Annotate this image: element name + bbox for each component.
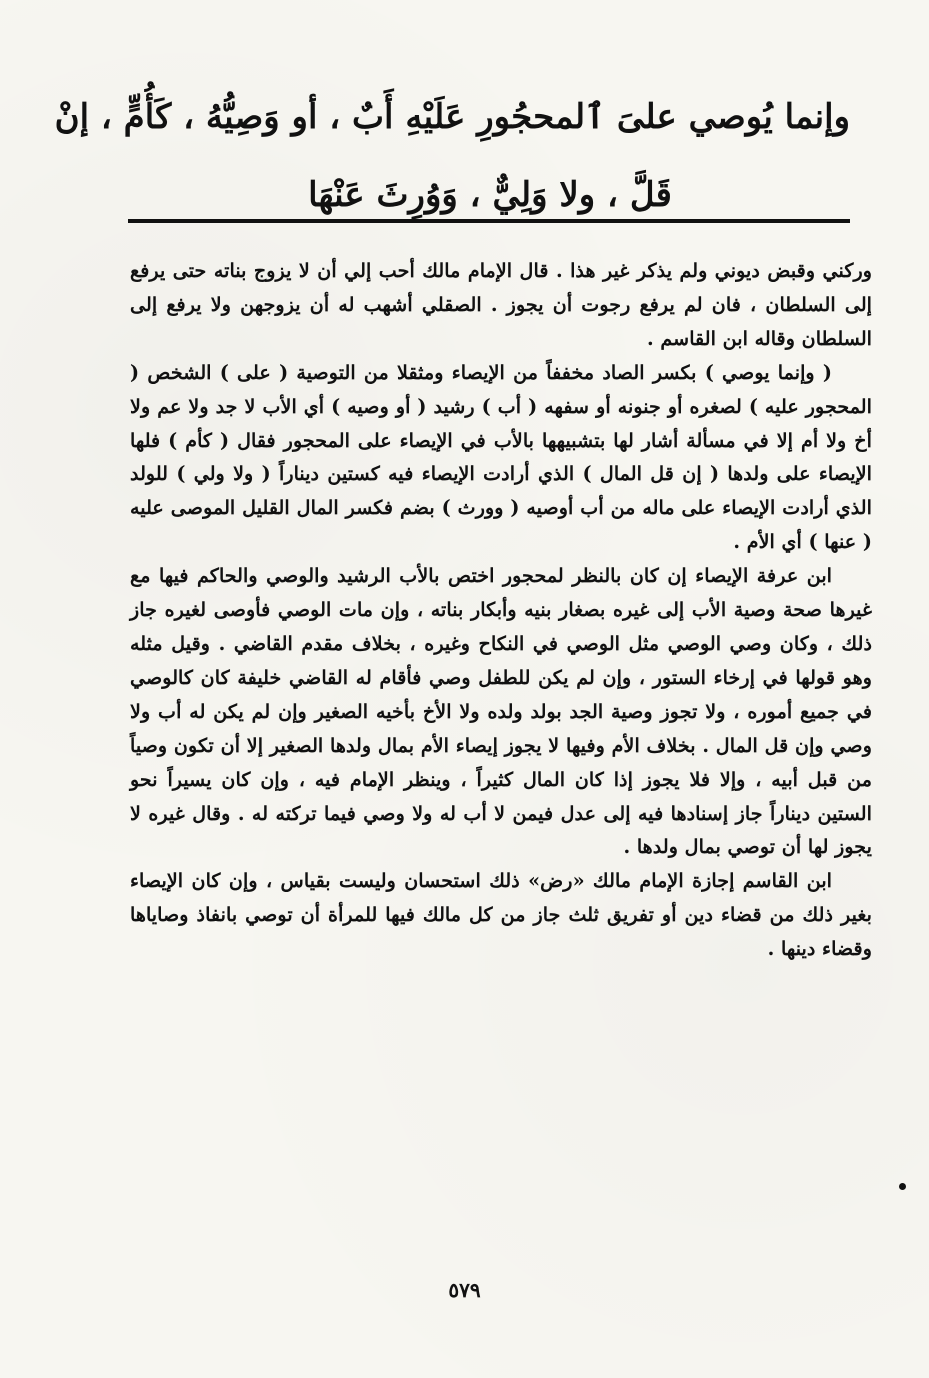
separator-rule	[128, 219, 850, 223]
commentary-paragraph: ابن القاسم إجازة الإمام مالك «رض» ذلك استحسان وليست بقياس ، وإن كان الإيصاء بغير ذلك من قضاء دين أو تفريق ثلث جاز من كل مالك فيها للمرأة أن توصي بانفاذ وصاياها وقضاء دينها .	[130, 869, 872, 961]
matn-line-2: قَلَّ ، ولا وَلِيٌّ ، وَوُرِثَ عَنْهَا	[308, 175, 672, 215]
matn-text	[54, 78, 850, 234]
page-number: ٥٧٩	[448, 1278, 481, 1302]
commentary-paragraph: ( وإنما يوصي ) بكسر الصاد مخففاً من الإيصاء ومثقلا من التوصية ( على ) الشخص ( المحجور عليه ) لصغره أو جنونه أو سفهه ( أب ) رشيد ( أو وصيه ) أي الأب لا جد ولا عم ولا أخ ولا أم إلا في مسألة أشار لها بتشبيهها بالأب في الإيصاء على المحجور فقال ( كأم ) فلها الإيصاء على ولدها ( إن قل المال ) الذي أرادت الإيصاء فيه كستين ديناراً ( ولا ولي ) للولد الذي أرادت الإيصاء على ماله من أب أوصيه ( وورث ) بضم فكسر المال القليل الموصى عليه ( عنها ) أي الأم .	[130, 360, 872, 554]
commentary-text	[130, 254, 872, 966]
commentary-paragraph: ابن عرفة الإيصاء إن كان بالنظر لمحجور اختص بالأب الرشيد والوصي والحاكم فيها مع غيرها صحة وصية الأب إلى غيره بصغار بنيه وأبكار بناته ، وإن مات الوصي فأوصى لغيره جاز ذلك ، وكان وصي الوصي مثل الوصي في النكاح وغيره ، بخلاف مقدم القاضي . وقيل مثله وهو قولها في إرخاء الستور ، وإن لم يكن للطفل وصي فأقام له القاضي خليفة كان كالوصي في جميع أموره ، ولا تجوز وصية الجد بولد ولده ولا الأخ بأخيه الصغير وإن لم يكن له أب ولا وصي وإن قل المال . بخلاف الأم وفيها لا يجوز إيصاء الأم بمال ولدها الصغير إلا أن تكون وصياً من قبل أبيه ، وإلا فلا يجوز إذا كان المال كثيراً ، وينظر الإمام فيه ، وإن كان يسيراً نحو الستين ديناراً جاز إسنادها فيه إلى عدل فيمن لا أب له ولا وصي فيما تركته له . وقال غيره لا يجوز لها أن توصي بمال ولدها .	[130, 564, 872, 859]
matn-line-1: وإنما يُوصي علىَ ٱلمحجُورِ عَلَيْهِ أَبٌ ، أو وَصِيُّهُ ، كَأُمٍّ ، إنْ	[54, 97, 850, 137]
margin-dot	[899, 1183, 906, 1190]
commentary-paragraph: وركني وقبض ديوني ولم يذكر غير هذا . قال الإمام مالك أحب إلي أن لا يزوج بناته حتى يرفع إلى السلطان ، فان لم يرفع رجوت أن يجوز . الصقلي أشهب له أن يزوجهن ولا يرفع إلى السلطان وقاله ابن القاسم .	[130, 259, 872, 350]
